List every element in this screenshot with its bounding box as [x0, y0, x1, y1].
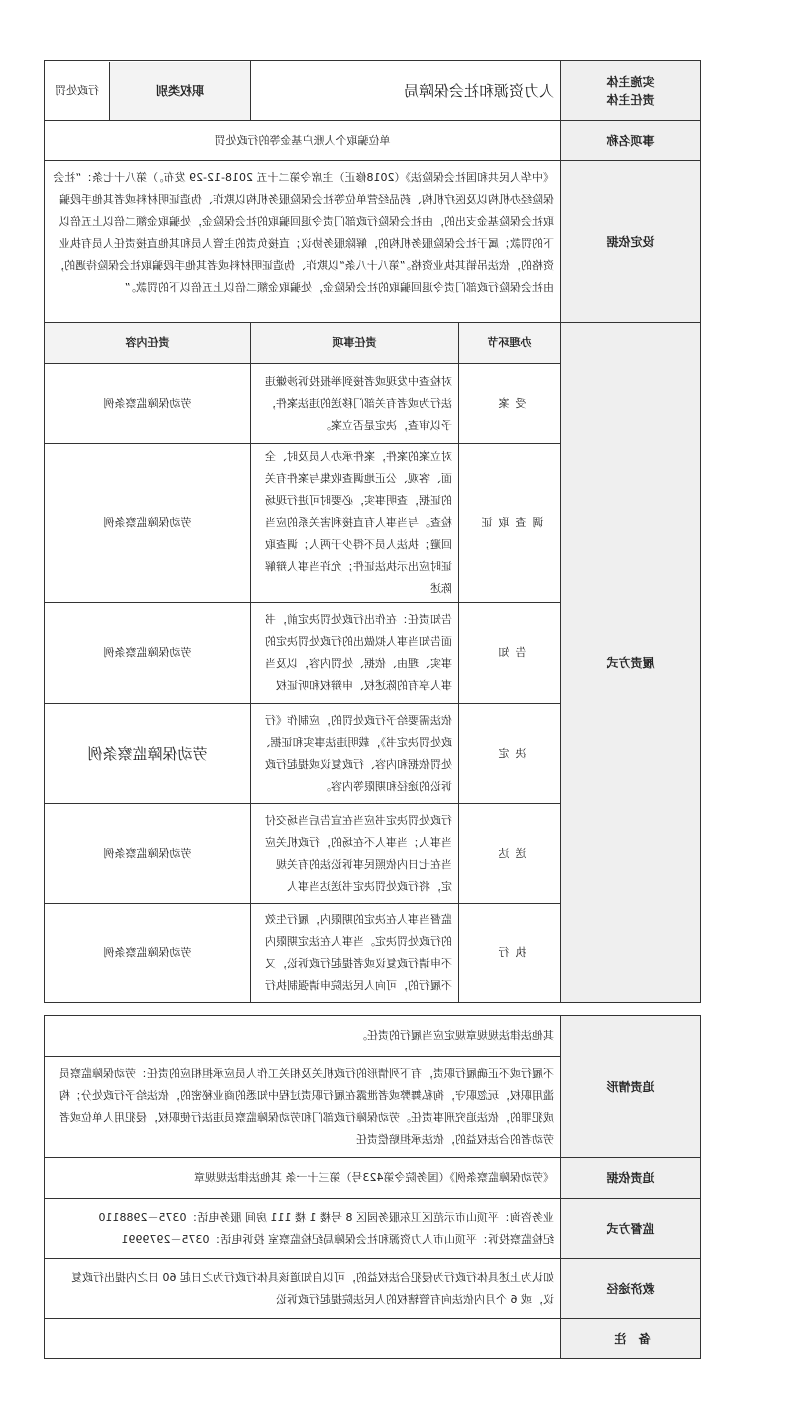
basis-text: 《中华人民共和国社会保险法》（2018修正）主席令第二十五 2018-12-29 发布。）第八十七条：“社会保险经办机构以及医疗机构、药品经营单位等社会保险服务机构以欺诈、伪造证明材料或者其他手段骗取社会保险基金支出的，由社会保险行政部门责令退回骗取的社会保险金，处骗取金额二倍以上五倍以下的罚款；属于社会保险服务机构的，解除服务协议；直接负责的主管人员和其他直接责任人员有执业资格的，依法吊销其执业资格。”第八十八条“以欺诈、伪造证明材料或者其他手段骗取社会保险待遇的，由社会保险行政部门责令退回骗取的社会保险金，处骗取金额二倍以上五倍以下的罚款。” [44, 161, 560, 323]
stage-matter: 监督当事人在决定的期限内，履行生效的行政处罚决定。当事人在法定期限内不申请行政复议或者提起行政诉讼，又不履行的，可向人民法院申请强制执行 [250, 904, 458, 1003]
col-matter: 责任事项 [250, 323, 458, 364]
item-value: 单位骗取个人账户基金等的行政处罚 [44, 121, 560, 161]
stage-content: 劳动保障监察条例 [44, 904, 250, 1003]
item-label: 事项名称 [561, 121, 701, 161]
remedy-text: 如认为上述具体行政行为侵犯合法权益的，可以自知道该具体行政行为之日起 60 日之内提出行政复议，或 6 个月内依法向有管辖权的人民法院提起行政诉讼 [45, 1259, 561, 1319]
stage-name: 受案 [459, 364, 561, 444]
stage-content: 劳动保障监察条例 [44, 603, 250, 704]
basis-label: 设定依据 [561, 161, 701, 323]
stage-content: 劳动保障监察条例 [44, 704, 250, 804]
stage-content: 劳动保障监察条例 [44, 364, 250, 444]
supervise-label: 监督方式 [561, 1199, 701, 1259]
subject-label: 实施主体 责任主体 [561, 61, 701, 121]
stage-name: 调查取证 [459, 444, 561, 603]
other-responsibility: 其他法律法规规章规定应当履行的责任。 [45, 1016, 561, 1057]
blame-basis-label: 追责依据 [561, 1158, 701, 1199]
stage-matter: 告知责任：在作出行政处罚决定前，书面告知当事人拟做出的行政处罚决定的事实、理由、依据、处罚内容，以及当事人享有的陈述权、申辩权和听证权 [250, 603, 458, 704]
duty-label: 履责方式 [561, 323, 701, 1003]
col-content: 责任内容 [44, 323, 250, 364]
remedy-label: 救济途径 [561, 1259, 701, 1319]
stage-matter: 依法需要给予行政处罚的，应制作《行政处罚决定书》，载明违法事实和证据、处罚依据和内容、行政复议或提起行政诉讼的途径和期限等内容。 [250, 704, 458, 804]
note-label: 备 注 [561, 1319, 701, 1359]
col-stage: 办理环节 [459, 323, 561, 364]
supervise-line: 纪检监察投诉：平顶山市人力资源和社会保障局纪检监察室 投诉电话：0375－2979991 [121, 1232, 554, 1246]
accountability-table [44, 1015, 701, 1359]
stage-content: 劳动保障监察条例 [44, 444, 250, 603]
note-value [45, 1319, 561, 1359]
stage-name: 执行 [459, 904, 561, 1003]
blame-label: 追责情形 [561, 1016, 701, 1158]
stage-name: 告知 [459, 603, 561, 704]
stage-matter: 行政处罚决定书应当在宣告后当场交付当事人；当事人不在场的，行政机关应当在七日内依照民事诉讼法的有关规定，将行政处罚决定书送达当事人 [250, 804, 458, 904]
supervise-line: 业务咨询：平顶山市示范区卫东服务园区 8 号楼 1 楼 111 房间 服务电话：0375－2988110 [98, 1210, 554, 1224]
stage-name: 送达 [459, 804, 561, 904]
stage-name: 决定 [459, 704, 561, 804]
blame-text: 不履行或不正确履行职责，有下列情形的行政机关及相关工作人员应承担相应的责任：劳动保障监察员滥用职权，玩忽职守，徇私舞弊或者泄露在履行职责过程中知悉的商业秘密的，依法给予行政处分；构成犯罪的，依法追究刑事责任。劳动保障行政部门和劳动保障监察员违法行使职权，侵犯用人单位或者劳动者的合法权益的，依法承担赔偿责任 [45, 1057, 561, 1158]
stage-content: 劳动保障监察条例 [44, 804, 250, 904]
category-value: 行政处罚 [54, 83, 99, 97]
subject-value: 人力资源和社会保障局 [250, 61, 560, 121]
blame-basis-text: 《劳动保障监察条例》（国务院令第423号）第三十一条 其他法律法规规章 [45, 1158, 561, 1199]
power-list-table [44, 60, 701, 1003]
stage-matter: 对检查中发现或者接到举报投诉涉嫌违法行为或者有关部门移送的违法案件，予以审查，决定是否立案。 [250, 364, 458, 444]
category-label: 职权类别 [109, 62, 250, 120]
stage-matter: 对立案的案件，案件承办人员及时、全面、客观、公正地调查收集与案件有关的证据，查明事实，必要时可进行现场检查。与当事人有直接利害关系的应当回避；执法人员不得少于两人；调查取证时应出示执法证件；允许当事人辩解陈述 [250, 444, 458, 603]
